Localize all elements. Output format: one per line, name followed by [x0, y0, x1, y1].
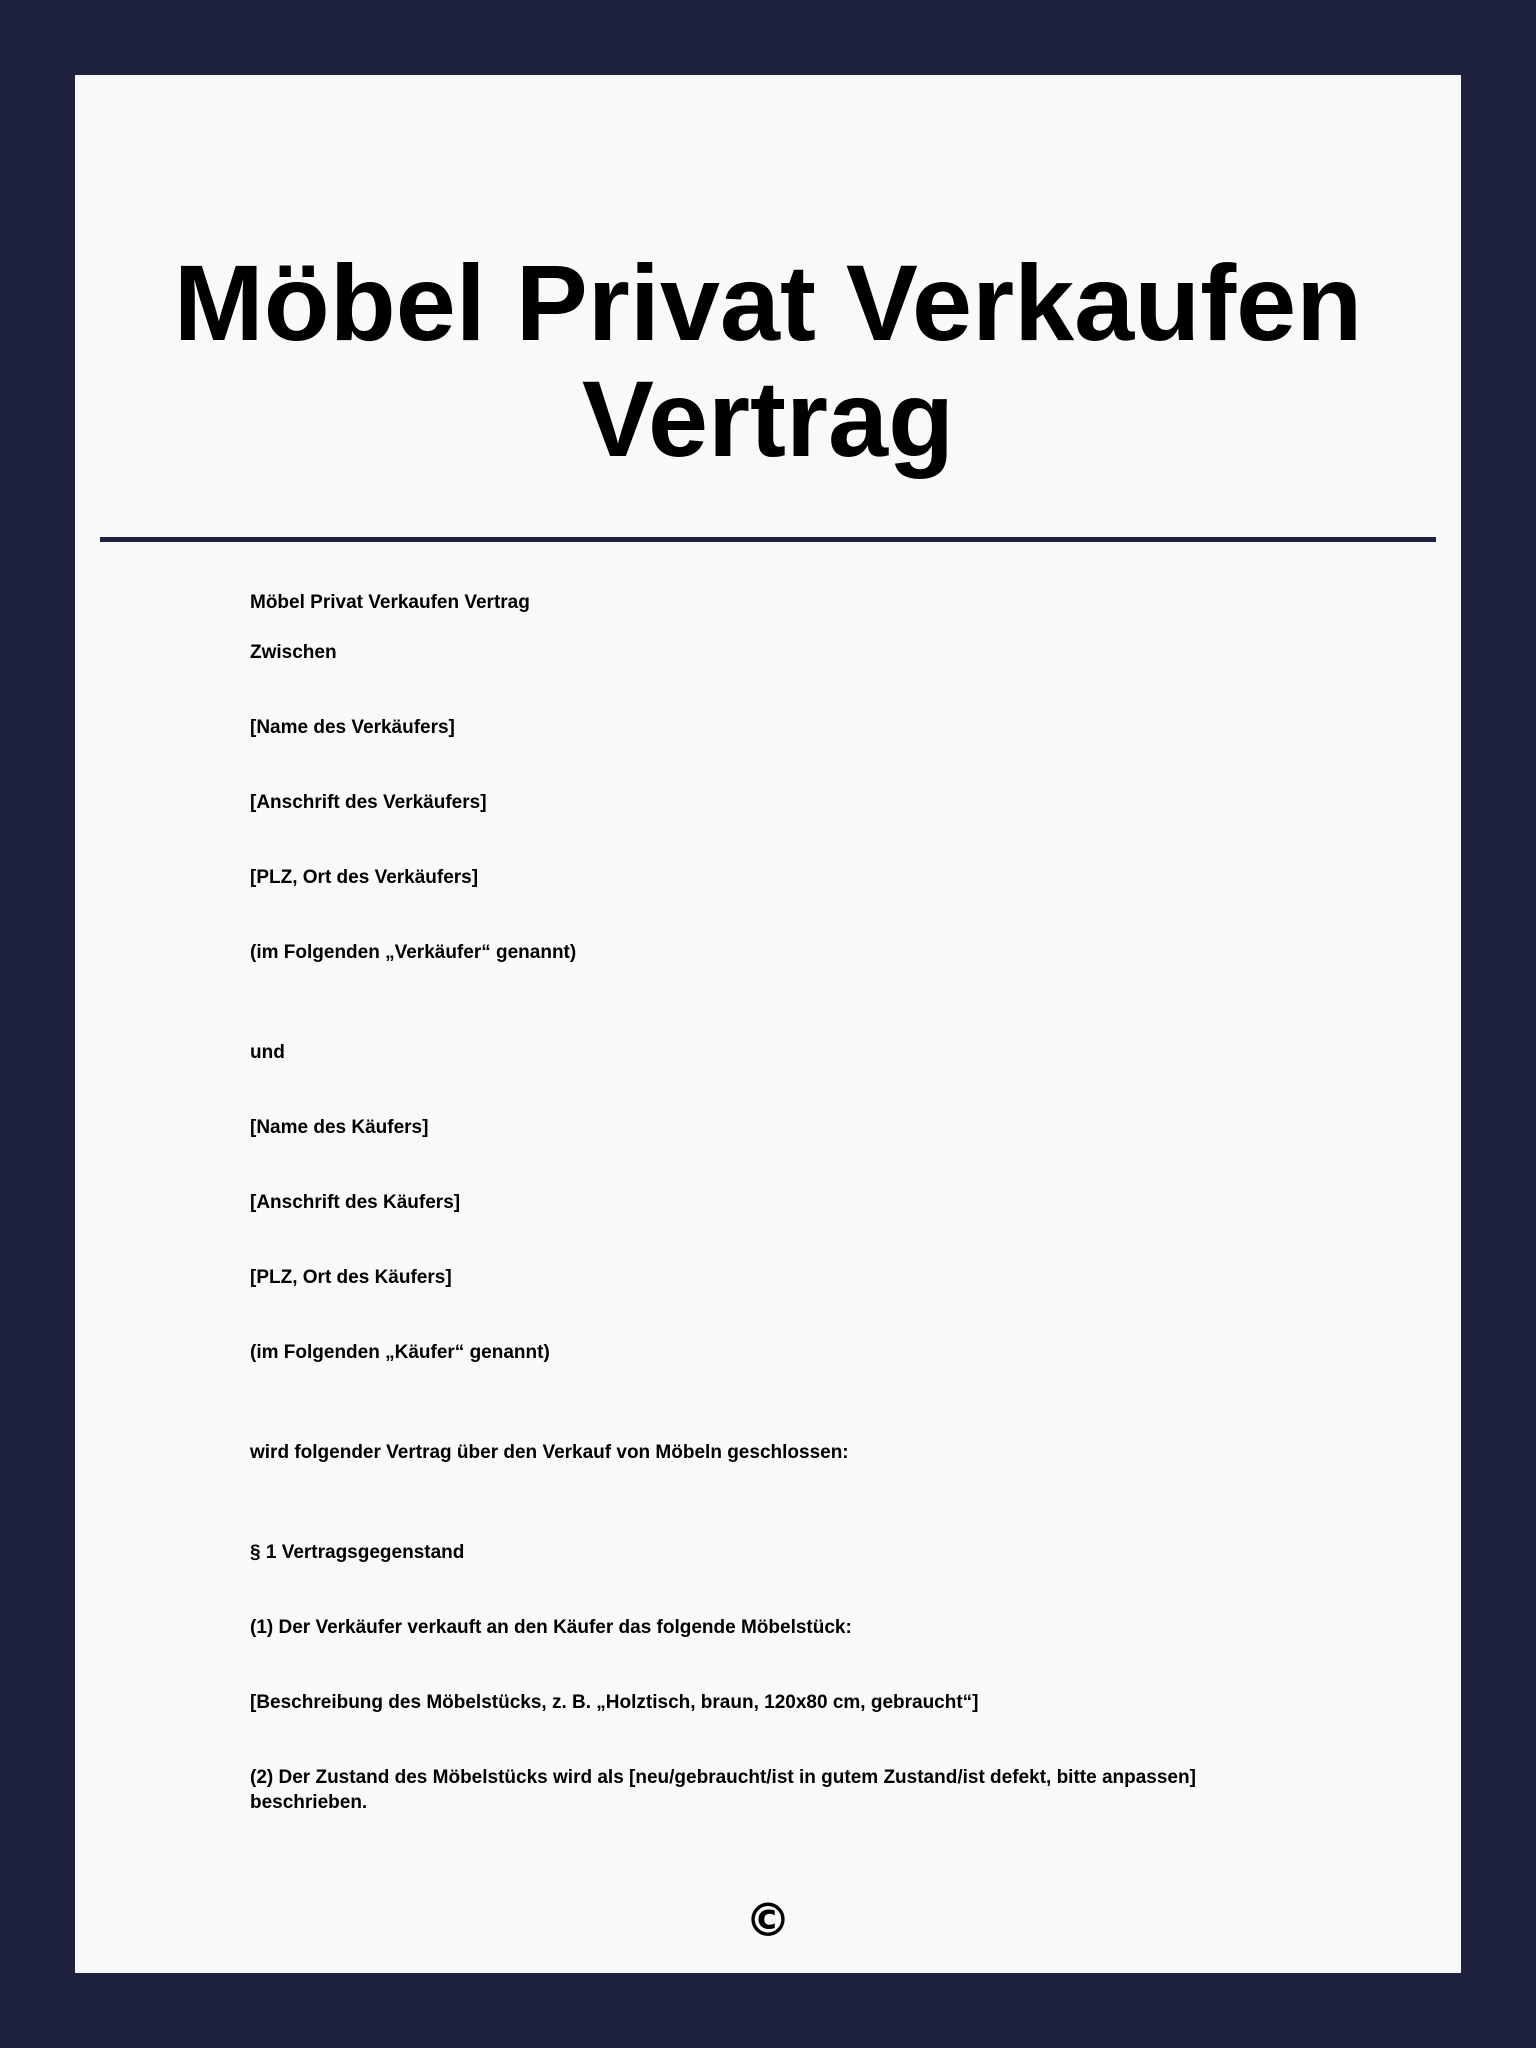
- seller-address: [Anschrift des Verkäufers]: [250, 792, 487, 813]
- document-page: [75, 75, 1461, 1973]
- copyright-icon: ©: [745, 1893, 791, 1947]
- preamble-text: wird folgender Vertrag über den Verkauf von Möbeln geschlossen:: [250, 1442, 849, 1463]
- section1-title: § 1 Vertragsgegenstand: [250, 1542, 465, 1563]
- buyer-city: [PLZ, Ort des Käufers]: [250, 1267, 452, 1288]
- section1-description: [Beschreibung des Möbelstücks, z. B. „Holztisch, braun, 120x80 cm, gebraucht“]: [250, 1692, 979, 1713]
- buyer-designation: (im Folgenden „Käufer“ genannt): [250, 1342, 550, 1363]
- contract-heading: Möbel Privat Verkaufen Vertrag: [250, 592, 530, 613]
- document-title: Möbel Privat Verkaufen Vertrag: [173, 242, 1363, 479]
- section1-clause2: (2) Der Zustand des Möbelstücks wird als [neu/gebraucht/ist in gutem Zustand/ist defekt, bitte anpassen] beschrieben.: [250, 1767, 1196, 1813]
- seller-name: [Name des Verkäufers]: [250, 717, 455, 738]
- seller-designation: (im Folgenden „Verkäufer“ genannt): [250, 942, 577, 963]
- seller-city: [PLZ, Ort des Verkäufers]: [250, 867, 479, 888]
- buyer-name: [Name des Käufers]: [250, 1117, 429, 1138]
- title-divider: [100, 537, 1436, 542]
- intro-text: Zwischen: [250, 642, 337, 663]
- section1-clause1: (1) Der Verkäufer verkauft an den Käufer das folgende Möbelstück:: [250, 1617, 852, 1638]
- connector-text: und: [250, 1042, 285, 1063]
- buyer-address: [Anschrift des Käufers]: [250, 1192, 461, 1213]
